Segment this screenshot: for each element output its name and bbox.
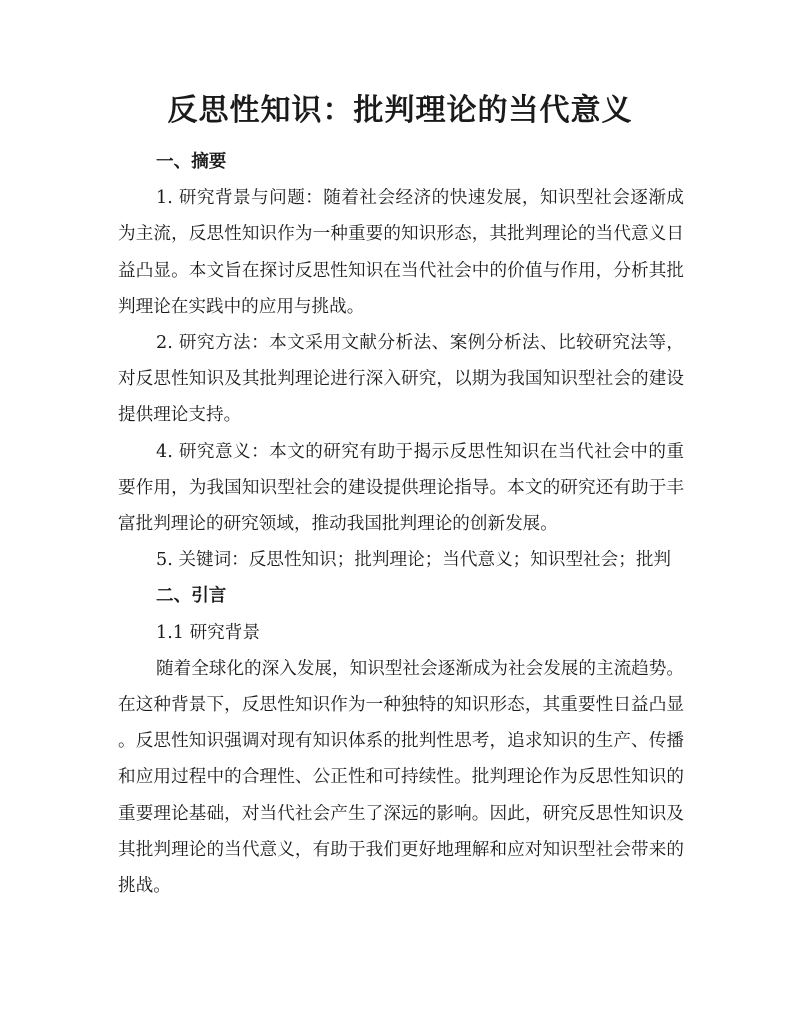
section-heading-abstract: 一、摘要	[156, 152, 227, 172]
section-heading-introduction: 二、引言	[156, 586, 227, 607]
abstract-paragraph-method: 2. 研究方法：本文采用文献分析法、案例分析法、比较研究法等，对反思性知识及其批判理论进行深入研究，以期为我国知识型社会的建设提供理论支持。	[118, 333, 684, 426]
abstract-paragraph-keywords: 5. 关键词：反思性知识；批判理论；当代意义；知识型社会；批判	[156, 550, 672, 571]
document-body	[118, 144, 684, 904]
subsection-heading-background: 1.1 研究背景	[156, 622, 260, 643]
abstract-paragraph-background: 1. 研究背景与问题：随着社会经济的快速发展，知识型社会逐渐成为主流，反思性知识作为一种重要的知识形态，其批判理论的当代意义日益凸显。本文旨在探讨反思性知识在当代社会中的价值与作用，分析其批判理论在实践中的应用与挑战。	[118, 188, 684, 317]
introduction-paragraph: 随着全球化的深入发展，知识型社会逐渐成为社会发展的主流趋势。在这种背景下，反思性知识作为一种独特的知识形态，其重要性日益凸显。反思性知识强调对现有知识体系的批判性思考，追求知识的生产、传播和应用过程中的合理性、公正性和可持续性。批判理论作为反思性知识的重要理论基础，对当代社会产生了深远的影响。因此，研究反思性知识及其批判理论的当代意义，有助于我们更好地理解和应对知识型社会带来的挑战。	[118, 658, 684, 897]
abstract-paragraph-significance: 4. 研究意义：本文的研究有助于揭示反思性知识在当代社会中的重要作用，为我国知识型社会的建设提供理论指导。本文的研究还有助于丰富批判理论的研究领域，推动我国批判理论的创新发展。	[118, 441, 684, 535]
document-title: 反思性知识：批判理论的当代意义	[167, 93, 633, 128]
